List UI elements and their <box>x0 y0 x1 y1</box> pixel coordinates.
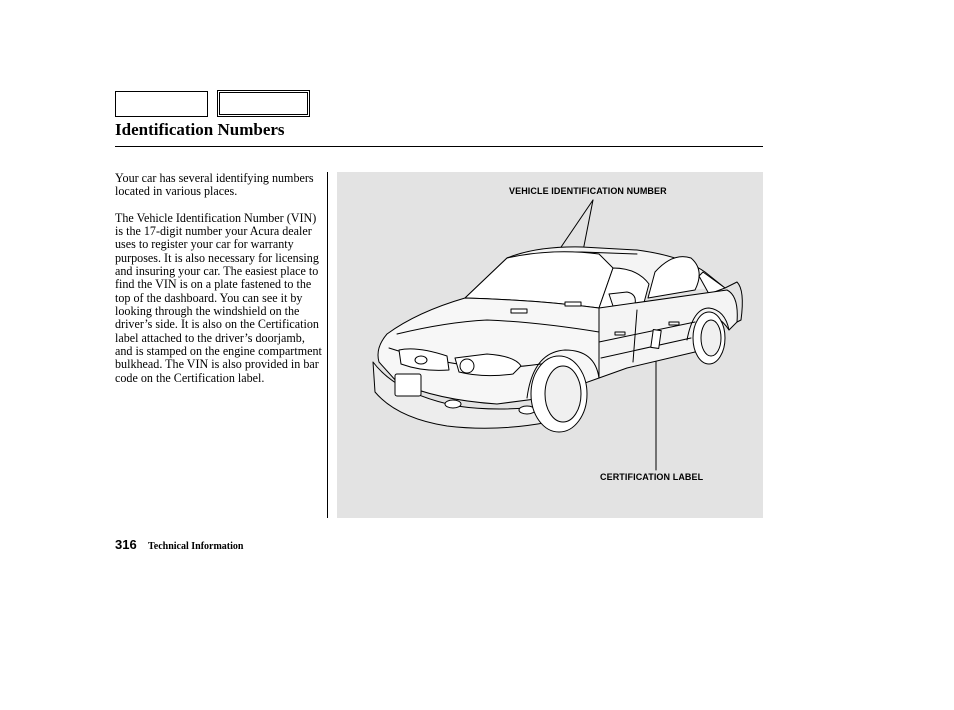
page-title: Identification Numbers <box>115 120 285 139</box>
body-text <box>115 172 323 398</box>
car-drawing <box>337 172 763 518</box>
vin-callout-label: VEHICLE IDENTIFICATION NUMBER <box>509 186 667 196</box>
page-number: 316 <box>115 537 137 552</box>
column-divider <box>327 172 328 518</box>
title-divider <box>115 146 763 147</box>
intro-paragraph: Your car has several identifying numbers located in various places. <box>115 171 314 199</box>
nav-button-prev[interactable] <box>115 91 208 117</box>
car-illustration <box>337 172 763 518</box>
nav-button-next[interactable] <box>217 90 310 117</box>
section-name: Technical Information <box>148 541 244 552</box>
certification-callout-label: CERTIFICATION LABEL <box>600 472 704 482</box>
vin-paragraph: The Vehicle Identification Number (VIN) is the 17-digit number your Acura dealer uses to register your car for warranty purposes. It is also necessary for licensing and insuring your car. The easiest place to find the VIN is on a plate fastened to the top of the dashboard. You can see it by looking through the windshield on the driver’s side. It is also on the Certification label attached to the driver’s doorjamb, and is stamped on the engine compartment bulkhead. The VIN is also provided in bar code on the Certification label. <box>115 210 322 385</box>
